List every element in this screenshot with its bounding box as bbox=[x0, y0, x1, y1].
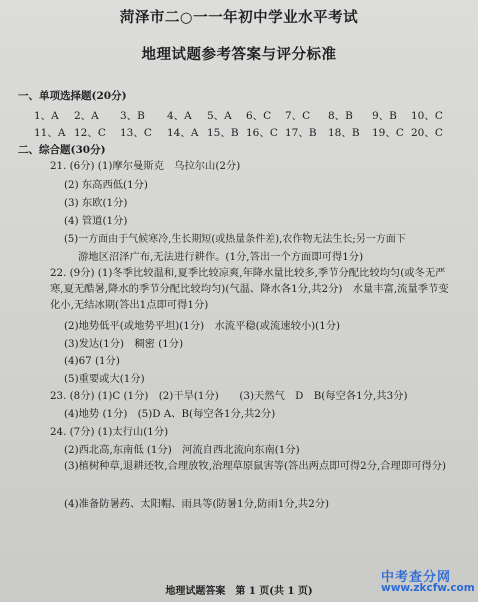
mc-answer: 13、C bbox=[120, 127, 152, 139]
mc-answer: 19、C bbox=[372, 127, 404, 139]
q21-line-6: 游地区沼泽广布,无法进行耕作。(1分,答出一个方面即可得1分) bbox=[78, 251, 364, 263]
q22-line-3: (3)发达(1分) 稠密 (1分) bbox=[64, 338, 184, 350]
q24-line-1: 24. (7分) (1)太行山(1分) bbox=[50, 426, 169, 438]
q21-line-1: 21. (6分) (1)摩尔曼斯克 乌拉尔山(2分) bbox=[50, 160, 241, 172]
exam-title: 菏泽市二○一一年初中学业水平考试 bbox=[119, 9, 359, 26]
mc-answer: 14、A bbox=[167, 127, 199, 139]
mc-answer: 7、C bbox=[285, 110, 311, 122]
mc-answer: 1、A bbox=[34, 110, 59, 122]
mc-answer: 11、A bbox=[34, 127, 66, 139]
mc-answers-row-2 bbox=[34, 125, 464, 139]
mc-answer: 6、C bbox=[246, 110, 272, 122]
answer-key-title: 地理试题参考答案与评分标准 bbox=[141, 46, 337, 63]
page-footer: 地理试题答案 第 1 页(共 1 页) bbox=[165, 586, 313, 597]
q24-line-2: (2)西北高,东南低 (1分) 河流自西北流向东南(1分) bbox=[64, 444, 300, 456]
watermark-url: www.zkcfw.com bbox=[381, 582, 475, 594]
section-1-heading: 一、单项选择题(20分) bbox=[18, 90, 127, 102]
mc-answer: 5、A bbox=[207, 110, 232, 122]
q24-part-3: (3)植树种草,退耕还牧,合理放牧,治理草原鼠害等(答出两点即可得2分,合理即可得分) bbox=[64, 460, 447, 472]
mc-answer: 9、B bbox=[372, 110, 397, 122]
mc-answer: 18、B bbox=[328, 127, 360, 139]
mc-answer: 20、C bbox=[411, 127, 443, 139]
mc-answer: 4、A bbox=[167, 110, 192, 122]
q23-line-2: (4)地势 (1分) (5)D A、B(每空各1分,共2分) bbox=[64, 408, 276, 420]
q22-line-4: (4)67 (1分) bbox=[64, 355, 120, 367]
q21-line-5: (5)一方面由于气候寒冷,生长期短(或热量条件差),农作物无法生长;另一方面下 bbox=[64, 234, 406, 245]
mc-answer: 15、B bbox=[207, 127, 239, 139]
mc-answers-row-1 bbox=[34, 108, 464, 122]
q23-line-1: 23. (8分) (1)C (1分) (2)干旱(1分) (3)天然气 D B(每空各1分,共3分) bbox=[50, 390, 408, 402]
mc-answer: 17、B bbox=[285, 127, 317, 139]
q22-line-5: (5)重要或大(1分) bbox=[64, 373, 145, 385]
q21-line-4: (4) 管道(1分) bbox=[64, 215, 128, 227]
q21-line-3: (3) 东欧(1分) bbox=[64, 197, 128, 209]
mc-answer: 12、C bbox=[74, 127, 106, 139]
mc-answer: 3、B bbox=[120, 110, 145, 122]
mc-answer: 10、C bbox=[411, 110, 443, 122]
mc-answer: 16、C bbox=[246, 127, 278, 139]
q24-line-4: (4)准备防暑药、太阳帽、雨具等(防暑1分,防雨1分,共2分) bbox=[64, 498, 330, 510]
mc-answer: 2、A bbox=[74, 110, 99, 122]
q22-line-2: (2)地势低平(或地势平坦)(1分) 水流平稳(或流速较小)(1分) bbox=[64, 320, 341, 332]
q22-part-1: 22. (9分) (1)冬季比较温和,夏季比较凉爽,年降水量比较多,季节分配比较均匀(或冬无严寒,夏无酷暑,降水的季节分配比较均匀)(气温、降水各1分,共2分) 水量丰富,流量季节变化小,无结冰期(答出1点即可得1分) bbox=[50, 267, 449, 311]
q21-line-2: (2) 东高西低(1分) bbox=[64, 179, 148, 191]
section-2-heading: 二、综合题(30分) bbox=[18, 144, 106, 156]
watermark-site-name: 中考查分网 bbox=[381, 570, 452, 585]
mc-answer: 8、B bbox=[328, 110, 353, 122]
